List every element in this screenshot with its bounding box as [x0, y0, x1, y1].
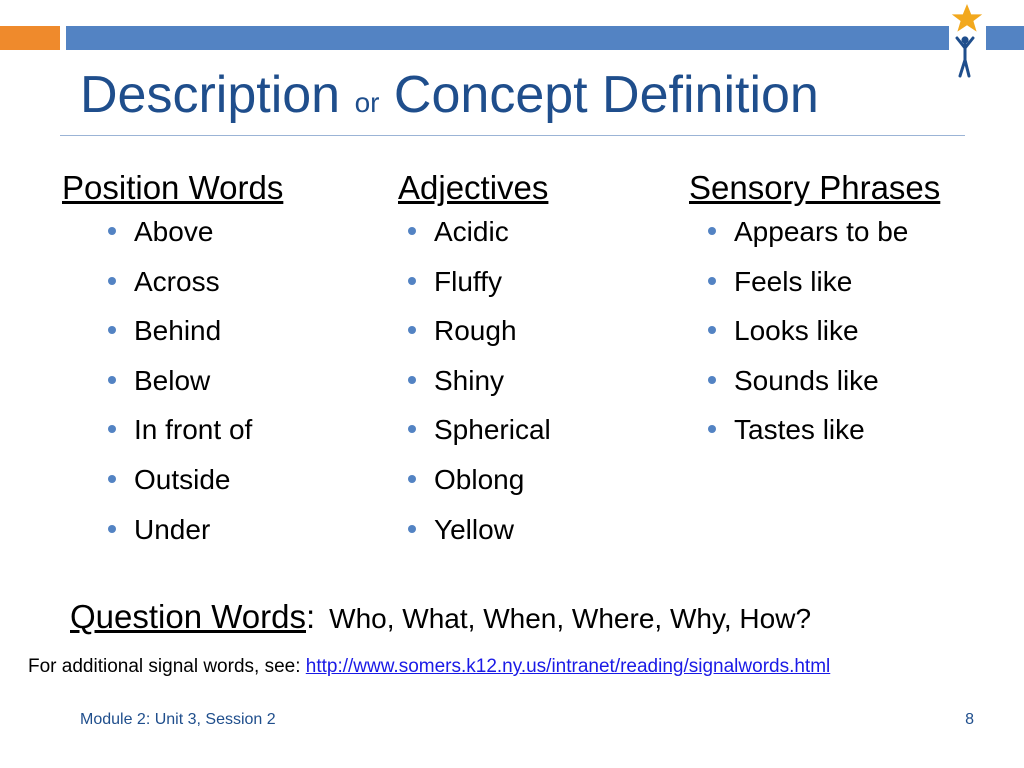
list-item: [434, 513, 551, 566]
question-words-colon: :: [306, 598, 316, 635]
header-bar-orange: [0, 26, 60, 50]
list-item: [134, 364, 283, 417]
list-item: [134, 265, 283, 318]
bullet-list: [734, 218, 940, 466]
list-item: [434, 317, 551, 367]
title-divider: [60, 135, 965, 136]
list-item: [434, 218, 551, 268]
footer-module-label: Module 2: Unit 3, Session 2: [80, 711, 276, 728]
title-rest: Concept Definition: [393, 66, 819, 124]
list-item: [134, 416, 283, 466]
list-item-text: Oblong: [434, 463, 525, 495]
list-item-text: Acidic: [434, 216, 509, 247]
list-item-text: Shiny: [434, 364, 505, 396]
list-item-text: Appears to be: [734, 216, 909, 247]
question-words-list: Who, What, When, Where, Why, How?: [329, 603, 812, 634]
list-item-text: Tastes like: [734, 414, 865, 446]
bullet-dot-icon: [708, 277, 716, 285]
list-item: [434, 265, 551, 318]
column-heading: Sensory Phrases: [689, 169, 941, 206]
list-item-text: Fluffy: [434, 265, 502, 297]
signal-words-link[interactable]: http://www.somers.k12.ny.us/intranet/reading/signalwords.html: [305, 656, 831, 677]
list-item: [734, 265, 940, 318]
column-sensory-phrases: [689, 168, 940, 466]
slide-title: [80, 64, 819, 126]
list-item: [134, 513, 283, 566]
bullet-list: [134, 218, 283, 565]
list-item-text: Sounds like: [734, 364, 879, 396]
bullet-dot-icon: [108, 326, 116, 334]
bullet-dot-icon: [108, 277, 116, 285]
list-item-text: Feels like: [734, 265, 853, 297]
list-item-text: Behind: [134, 315, 222, 347]
list-item-text: Rough: [434, 315, 517, 347]
title-main: Description: [80, 66, 341, 124]
list-item-text: Below: [134, 364, 211, 396]
slide-number: 8: [965, 711, 974, 728]
list-item-text: Outside: [134, 463, 231, 495]
bullet-dot-icon: [408, 326, 416, 334]
list-item: [134, 218, 283, 268]
bullet-dot-icon: [108, 475, 116, 483]
star-person-logo-icon: [948, 2, 986, 80]
list-item-text: Above: [134, 216, 214, 247]
list-item: [734, 416, 940, 466]
bullet-dot-icon: [708, 425, 716, 433]
bullet-dot-icon: [708, 227, 716, 235]
bullet-dot-icon: [408, 277, 416, 285]
column-heading: Adjectives: [398, 169, 549, 206]
header-bar-blue: [66, 26, 949, 50]
bullet-list: [434, 218, 551, 565]
additional-prefix: For additional signal words, see:: [28, 656, 306, 677]
list-item-text: Spherical: [434, 414, 551, 446]
additional-signal-words: [28, 656, 830, 678]
question-words-label: Question Words: [70, 598, 306, 635]
list-item-text: Looks like: [734, 315, 859, 347]
column-heading: Position Words: [62, 169, 284, 206]
list-item: [134, 463, 283, 516]
list-item: [734, 317, 940, 367]
bullet-dot-icon: [408, 425, 416, 433]
list-item-text: Across: [134, 265, 220, 297]
bullet-dot-icon: [108, 376, 116, 384]
header-bar-blue-tail: [986, 26, 1024, 50]
list-item: [434, 364, 551, 417]
list-item-text: In front of: [134, 414, 253, 446]
bullet-dot-icon: [408, 525, 416, 533]
bullet-dot-icon: [408, 376, 416, 384]
title-connector: or: [354, 87, 380, 118]
list-item-text: Under: [134, 513, 211, 545]
column-adjectives: [398, 168, 551, 565]
bullet-dot-icon: [708, 326, 716, 334]
list-item: [434, 463, 551, 516]
list-item-text: Yellow: [434, 513, 514, 545]
bullet-dot-icon: [708, 376, 716, 384]
list-item: [434, 416, 551, 466]
bullet-dot-icon: [408, 475, 416, 483]
question-words-line: [70, 598, 811, 636]
bullet-dot-icon: [108, 525, 116, 533]
list-item: [134, 317, 283, 367]
column-position-words: [62, 168, 283, 565]
list-item: [734, 364, 940, 417]
bullet-dot-icon: [108, 425, 116, 433]
bullet-dot-icon: [408, 227, 416, 235]
bullet-dot-icon: [108, 227, 116, 235]
list-item: [734, 218, 940, 268]
